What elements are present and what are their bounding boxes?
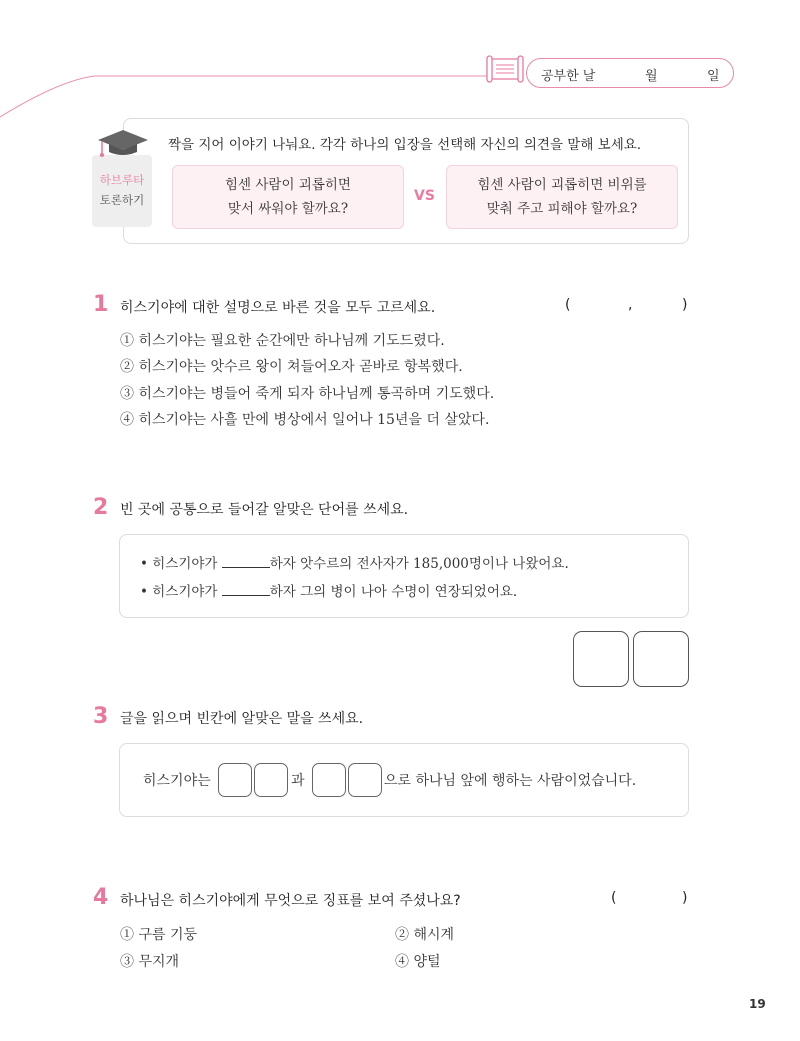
q2-answer-box-1[interactable] bbox=[573, 631, 629, 687]
question-4-text: 하나님은 히스기야에게 무엇으로 징표를 보여 주셨나요? bbox=[120, 893, 461, 909]
q2-blank-1[interactable] bbox=[222, 555, 270, 568]
q3-blank-1a[interactable] bbox=[218, 763, 252, 797]
q2-sentence-box bbox=[119, 534, 689, 618]
q4-option-2[interactable]: ② 해시계 bbox=[395, 927, 455, 943]
question-3-number: 3 bbox=[93, 704, 109, 729]
q1-answer-comma: , bbox=[628, 297, 633, 313]
havruta-badge bbox=[92, 155, 152, 227]
month-label: 월 bbox=[645, 69, 658, 84]
q2-blank-2[interactable] bbox=[222, 583, 270, 596]
q2-line-2-pre: • 히스기야가 bbox=[140, 584, 222, 600]
q3-sentence-pre: 히스기야는 bbox=[143, 773, 211, 789]
q3-blank-1b[interactable] bbox=[254, 763, 288, 797]
graduation-cap-icon bbox=[96, 128, 150, 158]
question-1-text: 히스기야에 대한 설명으로 바른 것을 모두 고르세요. bbox=[120, 300, 436, 316]
opinion-b-card bbox=[446, 165, 678, 229]
q4-option-3[interactable]: ③ 무지개 bbox=[120, 954, 180, 970]
day-label: 일 bbox=[707, 69, 720, 84]
study-date-pill bbox=[526, 58, 734, 88]
vs-label: VS bbox=[414, 188, 435, 204]
q2-line-2-post: 하자 그의 병이 나아 수명이 연장되었어요. bbox=[269, 584, 518, 600]
opinion-a-line1: 힘센 사람이 괴롭히면 bbox=[225, 177, 351, 193]
question-1-number: 1 bbox=[93, 292, 109, 317]
scroll-icon bbox=[487, 56, 523, 82]
q4-option-1[interactable]: ① 구름 기둥 bbox=[120, 927, 197, 943]
opinion-b-line1: 힘센 사람이 괴롭히면 비위를 bbox=[477, 177, 647, 193]
q1-option-3[interactable]: ③ 히스기야는 병들어 죽게 되자 하나님께 통곡하며 기도했다. bbox=[120, 386, 495, 402]
question-2-text: 빈 곳에 공통으로 들어갈 알맞은 단어를 쓰세요. bbox=[120, 502, 409, 518]
opinion-a-card bbox=[172, 165, 404, 229]
debate-instruction: 짝을 지어 이야기 나눠요. 각각 하나의 입장을 선택해 자신의 의견을 말해 보세요. bbox=[168, 137, 642, 153]
q4-answer-open: ( bbox=[611, 890, 617, 906]
q1-answer-close: ) bbox=[682, 297, 688, 313]
page-number: 19 bbox=[749, 997, 766, 1011]
q3-sentence-post: 으로 하나님 앞에 행하는 사람이었습니다. bbox=[384, 773, 637, 789]
q1-option-2[interactable]: ② 히스기야는 앗수르 왕이 쳐들어오자 곧바로 항복했다. bbox=[120, 359, 463, 375]
q2-line-1 bbox=[140, 552, 569, 572]
q1-option-4[interactable]: ④ 히스기야는 사흘 만에 병상에서 일어나 15년을 더 살았다. bbox=[120, 412, 490, 428]
question-2-number: 2 bbox=[93, 495, 109, 520]
opinion-b-line2: 맞춰 주고 피해야 할까요? bbox=[486, 201, 638, 217]
badge-label-bottom: 토론하기 bbox=[99, 193, 145, 207]
q1-answer-open: ( bbox=[565, 297, 571, 313]
opinion-a-line2: 맞서 싸워야 할까요? bbox=[227, 201, 349, 217]
q3-blank-2b[interactable] bbox=[348, 763, 382, 797]
q1-option-1[interactable]: ① 히스기야는 필요한 순간에만 하나님께 기도드렸다. bbox=[120, 333, 445, 349]
q2-line-1-post: 하자 앗수르의 전사자가 185,000명이나 나왔어요. bbox=[269, 556, 569, 572]
study-date-label: 공부한 날 bbox=[541, 69, 596, 84]
q2-line-1-pre: • 히스기야가 bbox=[140, 556, 222, 572]
q3-blank-2a[interactable] bbox=[312, 763, 346, 797]
q2-answer-box-2[interactable] bbox=[633, 631, 689, 687]
question-4-number: 4 bbox=[93, 885, 109, 910]
q4-answer-close: ) bbox=[682, 890, 688, 906]
badge-label-top: 하브루타 bbox=[99, 173, 145, 187]
question-3-text: 글을 읽으며 빈칸에 알맞은 말을 쓰세요. bbox=[120, 711, 364, 727]
q3-sentence-mid: 과 bbox=[291, 773, 305, 789]
q2-line-2 bbox=[140, 580, 517, 600]
q4-option-4[interactable]: ④ 양털 bbox=[395, 954, 441, 970]
